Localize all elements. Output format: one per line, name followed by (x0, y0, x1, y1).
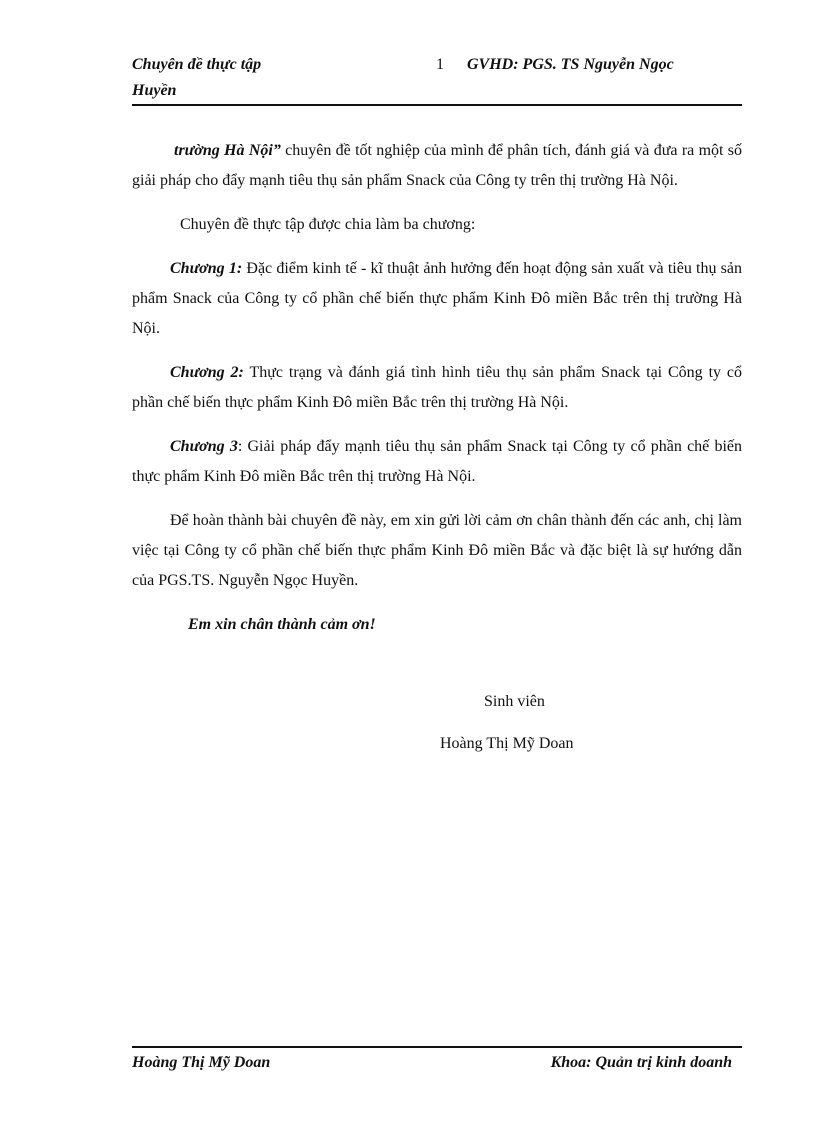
footer-author: Hoàng Thị Mỹ Doan (132, 1054, 271, 1071)
page-header (132, 52, 742, 106)
chapter-2-label: Chương 2: (170, 364, 244, 381)
closing-line: Em xin chân thành cảm ơn! (188, 616, 376, 633)
chapter-2-text: Thực trạng và đánh giá tình hình tiêu thụ sản phẩm Snack tại Công ty cổ phần chế biến thực phẩm Kinh Đô miền Bắc trên thị trường Hà Nội. (132, 364, 743, 411)
paragraph-chapter-2 (132, 358, 742, 418)
paragraph-intro (132, 136, 742, 196)
signature-title: Sinh viên (484, 693, 545, 710)
chapter-1-text: Đặc điểm kinh tế - kĩ thuật ảnh hưởng đến hoạt động sản xuất và tiêu thụ sản phẩm Snack của Công ty cổ phần chế biến thực phẩm Kinh Đô miền Bắc trên thị trường Hà Nội. (132, 260, 743, 337)
intro-text: chuyên đề tốt nghiệp của mình để phân tích, đánh giá và đưa ra một số giải pháp cho đẩy mạnh tiêu thụ sản phẩm Snack của Công ty trên thị trường Hà Nội. (132, 142, 742, 189)
paragraph-chapter-1 (132, 254, 742, 344)
chapter-3-text: : Giải pháp đẩy mạnh tiêu thụ sản phẩm Snack tại Công ty cổ phần chế biến thực phẩm Kinh Đô miền Bắc trên thị trường Hà Nội. (132, 438, 743, 485)
header-title-line2: Huyền (132, 82, 177, 99)
paragraph-chapter-3 (132, 432, 742, 492)
paragraph-chapters-intro: Chuyên đề thực tập được chia làm ba chương: (180, 216, 476, 233)
footer-faculty: Khoa: Quản trị kinh doanh (550, 1054, 732, 1071)
header-title-line1: Chuyên đề thực tập (132, 56, 262, 73)
chapter-3-label: Chương 3 (170, 438, 238, 455)
signature-name: Hoàng Thị Mỹ Doan (440, 735, 574, 752)
document-body (132, 136, 742, 640)
page-footer (132, 1046, 742, 1076)
intro-bold-text: trường Hà Nội” (174, 142, 281, 159)
header-document-title (132, 52, 282, 104)
paragraph-thanks: Để hoàn thành bài chuyên đề này, em xin gửi lời cảm ơn chân thành đến các anh, chị làm việc tại Công ty cổ phần chế biến thực phẩm Kinh Đô miền Bắc và đặc biệt là sự hướng dẫn của PGS.TS. Nguyễn Ngọc Huyền. (132, 512, 742, 589)
header-supervisor: GVHD: PGS. TS Nguyễn Ngọc (467, 56, 674, 73)
chapter-1-label: Chương 1: (170, 260, 243, 277)
page-number: 1 (436, 56, 444, 73)
